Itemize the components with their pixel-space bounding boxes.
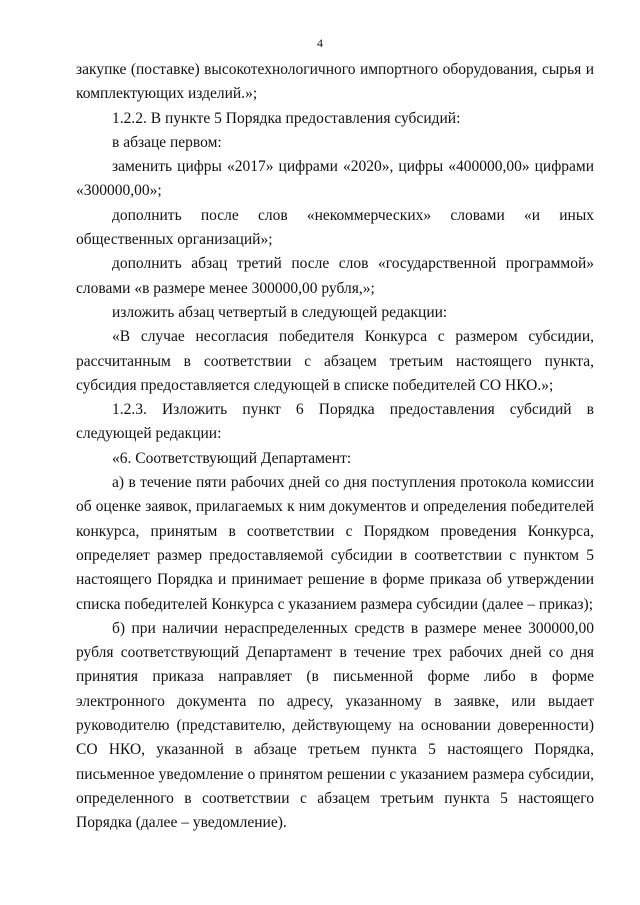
paragraph-2: 1.2.2. В пункте 5 Порядка предоставления субсидий: bbox=[112, 109, 461, 127]
paragraph-10: «6. Соответствующий Департамент: bbox=[112, 449, 352, 467]
paragraph-7: изложить абзац четвертый в следующей редакции: bbox=[112, 303, 448, 321]
paragraph-9: 1.2.3. Изложить пункт 6 Порядка предоставления субсидий в следующей редакции: bbox=[76, 401, 594, 443]
paragraph-8: «В случае несогласия победителя Конкурса с размером субсидии, рассчитанным в соответствии с абзацем третьим настоящего пункта, субсидия предоставляется следующей в списке победителей СО НКО.»; bbox=[76, 328, 594, 394]
paragraph-4: заменить цифры «2017» цифрами «2020», цифры «400000,00» цифрами «300000,00»; bbox=[76, 158, 594, 200]
paragraph-12: б) при наличии нераспределенных средств в размере менее 300000,00 рубля соответствующий Департамент в течение трех рабочих дней со дня принятия приказа направляет (в письменной форме либо в форме электронного документа по адресу, указанному в заявке, или выдает руководителю (представителю, действующему на основании доверенности) СО НКО, указанной в абзаце третьем пункта 5 настоящего Порядка, письменное уведомление о принятом решении с указанием размера субсидии, определенного в соответствии с абзацем третьим пункта 5 настоящего Порядка (далее – уведомление). bbox=[76, 619, 594, 832]
page-number: 4 bbox=[317, 36, 323, 50]
paragraph-1: закупке (поставке) высокотехнологичного импортного оборудования, сырья и комплектующих изделий.»; bbox=[76, 61, 594, 103]
paragraph-3: в абзаце первом: bbox=[112, 133, 222, 151]
paragraph-11: а) в течение пяти рабочих дней со дня поступления протокола комиссии об оценке заявок, прилагаемых к ним документов и определения победителей конкурса, принятым в соответствии с Порядком проведения Конкурса, определяет размер предоставляемой субсидии в соответствии с пунктом 5 настоящего Порядка и принимает решение в форме приказа об утверждении списка победителей Конкурса с указанием размера субсидии (далее – приказ); bbox=[76, 474, 594, 613]
paragraph-5: дополнить после слов «некоммерческих» словами «и иных общественных организаций»; bbox=[76, 206, 594, 249]
paragraph-6: дополнить абзац третий после слов «государственной программой» словами «в размере менее 300000,00 рубля,»; bbox=[76, 255, 594, 297]
document-body bbox=[76, 58, 594, 836]
